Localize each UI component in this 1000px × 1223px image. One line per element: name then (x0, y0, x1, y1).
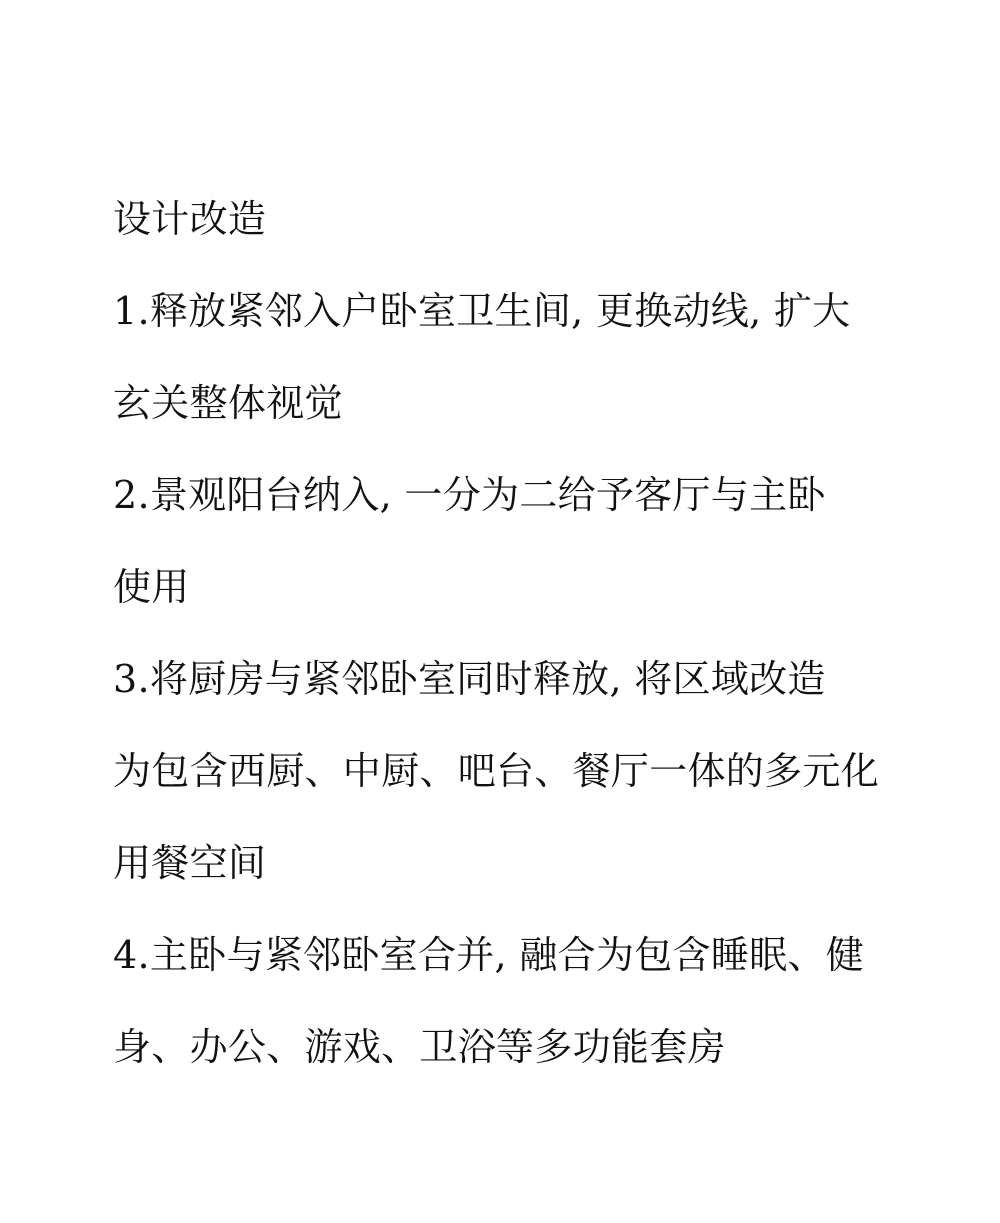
text-line: 为包含西厨、中厨、吧台、餐厅一体的多元化 (113, 749, 880, 793)
text-line: 4.主卧与紧邻卧室合并, 融合为包含睡眠、健 (113, 933, 865, 977)
document-body (113, 173, 883, 1093)
text-line: 使用 (113, 565, 190, 609)
text-line: 1.释放紧邻入户卧室卫生间, 更换动线, 扩大 (113, 289, 851, 333)
text-line: 用餐空间 (113, 841, 267, 885)
text-line: 3.将厨房与紧邻卧室同时释放, 将区域改造 (113, 657, 826, 701)
text-line: 身、办公、游戏、卫浴等多功能套房 (113, 1025, 726, 1069)
text-line: 2.景观阳台纳入, 一分为二给予客厅与主卧 (113, 473, 826, 517)
text-line: 玄关整体视觉 (113, 381, 343, 425)
document-title: 设计改造 (113, 197, 267, 241)
